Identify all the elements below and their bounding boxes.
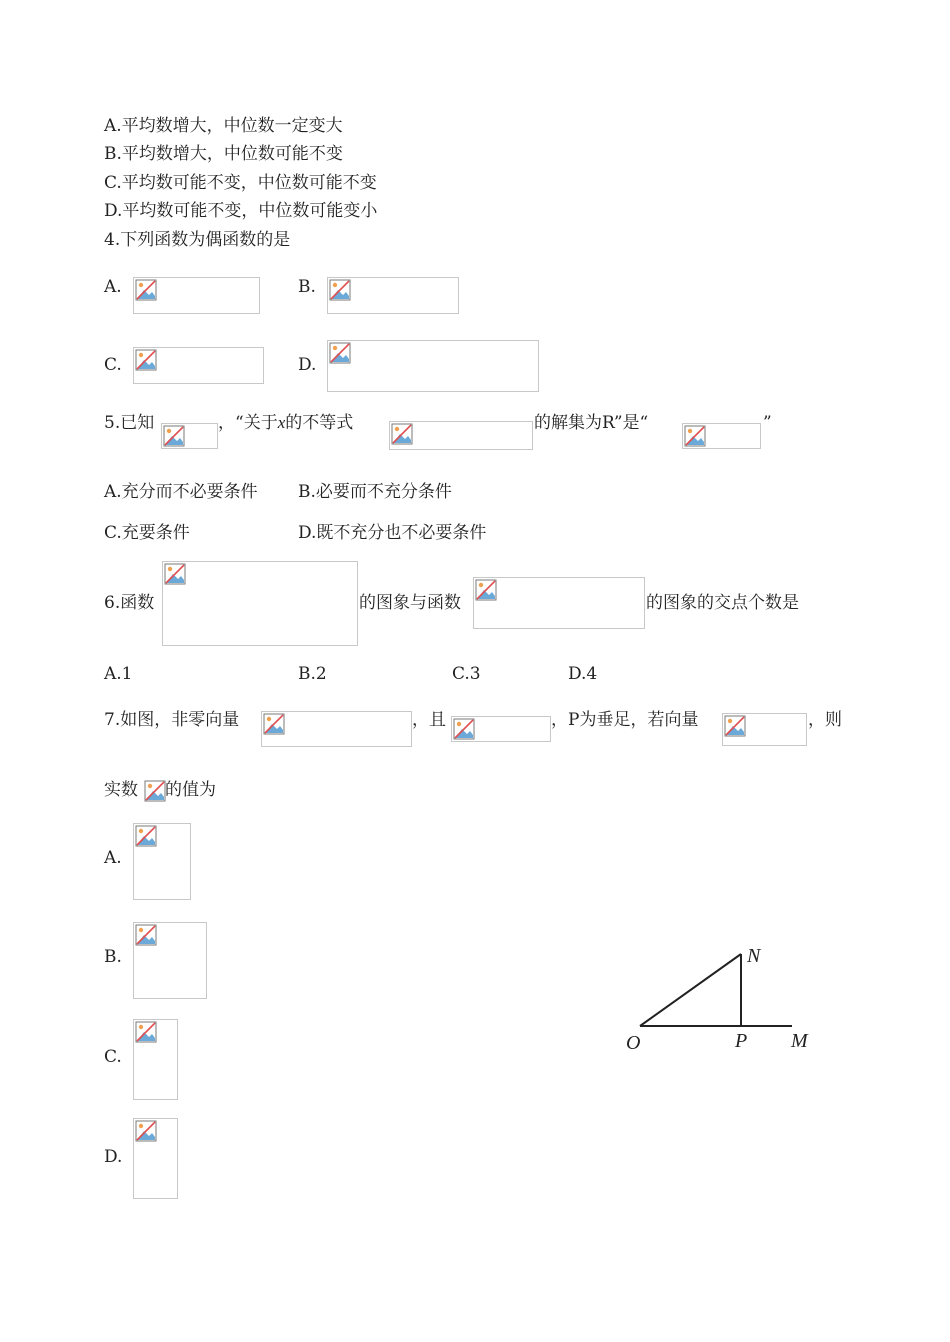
q4-label-d: D. — [298, 355, 317, 375]
q7-perpendicular-image — [451, 716, 551, 742]
q7-stem-value: 的值为 — [165, 780, 216, 800]
q4-label-b: B. — [298, 277, 316, 297]
broken-image-icon — [163, 562, 187, 586]
q7-label-b: B. — [104, 947, 122, 967]
q7-lambda-image — [143, 779, 165, 803]
q5-variable-x: x — [277, 413, 286, 432]
q5-option-a: A.充分而不必要条件 — [104, 482, 258, 502]
q6-stem-suffix: 的图象的交点个数是 — [646, 593, 799, 613]
broken-image-icon — [723, 714, 747, 738]
q7-stem-and: ，且 — [412, 710, 446, 730]
broken-image-icon — [262, 712, 286, 736]
q4-option-d-image — [327, 340, 539, 392]
broken-image-icon — [452, 717, 476, 741]
line-on — [640, 954, 741, 1026]
q7-label-c: C. — [104, 1047, 122, 1067]
q5-stem-solution: 的解集为R”是“ — [534, 413, 649, 433]
q7-stem-prefix: 7.如图，非零向量 — [104, 710, 240, 730]
q5-option-d: D.既不充分也不必要条件 — [298, 523, 487, 543]
q6-stem-prefix: 6.函数 — [104, 593, 155, 613]
broken-image-icon — [143, 779, 167, 803]
label-point-p: P — [735, 1030, 748, 1052]
broken-image-icon — [390, 422, 414, 446]
q5-inequality-image — [389, 421, 533, 450]
q3-option-c: C.平均数可能不变，中位数可能不变 — [104, 173, 377, 193]
label-point-n: N — [747, 945, 761, 967]
broken-image-icon — [134, 1020, 158, 1044]
q4-option-b-image — [327, 277, 459, 314]
q7-option-c-image — [133, 1019, 178, 1100]
q6-function-2-image — [473, 577, 645, 629]
q5-stem-prefix: 5.已知 — [104, 413, 155, 433]
q4-option-a-image — [133, 277, 260, 314]
broken-image-icon — [683, 424, 707, 448]
broken-image-icon — [134, 923, 158, 947]
q4-stem: 4.下列函数为偶函数的是 — [104, 230, 291, 250]
broken-image-icon — [328, 278, 352, 302]
broken-image-icon — [134, 348, 158, 372]
q5-option-c: C.充要条件 — [104, 523, 190, 543]
q5-condition-image — [161, 423, 218, 449]
q4-label-a: A. — [104, 277, 122, 297]
q3-option-a: A.平均数增大，中位数一定变大 — [104, 116, 343, 136]
q5-stem-inequality: 的不等式 — [285, 413, 354, 433]
q7-stem-then: ，则 — [808, 710, 842, 730]
q7-label-a: A. — [104, 848, 122, 868]
label-point-o: O — [626, 1032, 641, 1054]
q6-function-1-image — [162, 561, 358, 646]
q3-option-d: D.平均数可能不变，中位数可能变小 — [104, 201, 378, 221]
broken-image-icon — [134, 278, 158, 302]
broken-image-icon — [162, 424, 186, 448]
q7-vector-op-image — [722, 713, 807, 746]
q5-stem-quote-open: ，“关于 — [218, 413, 278, 433]
q7-vectors-image — [261, 711, 412, 747]
q7-label-d: D. — [104, 1147, 123, 1167]
q7-option-a-image — [133, 823, 191, 900]
q7-option-b-image — [133, 922, 207, 999]
q6-stem-middle: 的图象与函数 — [359, 593, 461, 613]
q5-stem-quote-close: ” — [763, 413, 772, 433]
q3-option-b: B.平均数增大，中位数可能不变 — [104, 144, 343, 164]
q5-stem-middle — [218, 413, 353, 433]
q7-option-d-image — [133, 1118, 178, 1199]
broken-image-icon — [134, 824, 158, 848]
q6-option-c: C.3 — [452, 664, 481, 684]
broken-image-icon — [328, 341, 352, 365]
q6-option-d: D.4 — [568, 664, 598, 684]
broken-image-icon — [474, 578, 498, 602]
q5-range-image — [682, 423, 761, 449]
q5-option-b: B.必要而不充分条件 — [298, 482, 452, 502]
q6-option-a: A.1 — [104, 664, 133, 684]
q4-label-c: C. — [104, 355, 122, 375]
q7-stem-real: 实数 — [104, 780, 138, 800]
q4-option-c-image — [133, 347, 264, 384]
q6-option-b: B.2 — [298, 664, 327, 684]
broken-image-icon — [134, 1119, 158, 1143]
q7-stem-foot: ，P为垂足，若向量 — [551, 710, 699, 730]
label-point-m: M — [791, 1030, 808, 1052]
